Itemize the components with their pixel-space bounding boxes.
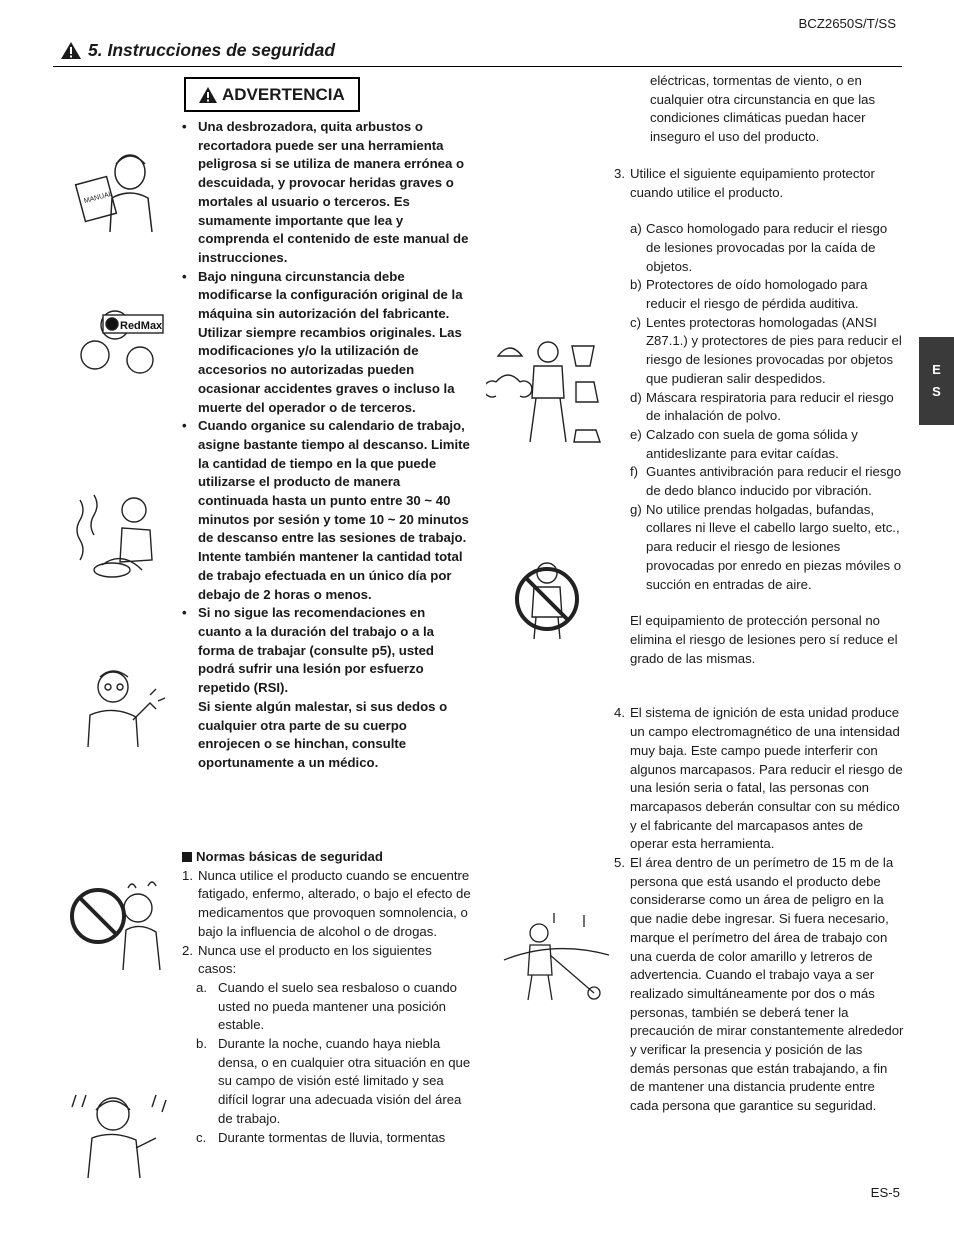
no-loose-clothing-illustration [512,555,584,643]
no-drugs-alcohol-illustration [68,878,173,973]
warning-item-extra: Si siente algún malestar, si sus dedos o cualquier otra parte de su cuerpo enrojecen o se hinchan, consulte oportunamente a un médico. [198,698,448,770]
warning-item: • Una desbrozadora, quita arbustos o recortadora puede ser una herramienta peligrosa si se utiliza de manera errónea o descuidada, y provocar heridas graves o mortales al usuario o terceros. Es sumamente importante que lea y comprenda el contenido de este manual de instrucciones. [182,119,469,265]
basic-safety-rules [182,848,472,1147]
warning-triangle-icon [198,86,218,104]
rule-item-3: 3. Utilice el siguiente equipamiento protector cuando utilice el producto. [614,165,875,200]
rule-subitem: c. Durante tormentas de lluvia, tormentas [196,1129,446,1145]
rsi-hand-pain-illustration [78,665,168,750]
rule-item-5: 5. El área dentro de un perímetro de 15 m de la persona que está usando el producto debe considerarse como un área de peligro en la que nadie debe ingresar. Si fuera necesario, marque el perímetro del área de trabajo con una cuerda de color amarillo y letreros de advertencia. Cuando el trabajo vaya a ser realizado simultáneamente por dos o más personas, también se deberá tener la precaución de mirar constantemente alrededor y verificar la presencia y posición de las demás personas que están trabajando, a fin de mantener una distancia prudente entre cada persona que garantice su seguridad. [614,855,904,1114]
section-title [60,40,335,61]
warning-label: ADVERTENCIA [222,84,345,104]
warning-list [182,118,472,773]
section-title-text: 5. Instrucciones de seguridad [88,40,336,60]
protective-equipment-illustration [486,338,614,450]
header-divider [53,66,902,67]
rule-subitem: a. Cuando el suelo sea resbaloso o cuando usted no pueda mantener una posición estable. [196,979,458,1033]
ppe-note: El equipamiento de protección personal no elimina el riesgo de lesiones pero sí reduce el grado de las mismas. [630,613,898,666]
ppe-subitem: e) Calzado con suela de goma sólida y antideslizante para evitar caídas. [630,426,858,461]
ppe-subitem: d) Máscara respiratoria para reducir el riesgo de inhalación de polvo. [630,389,894,424]
danger-zone-illustration [494,905,614,1005]
language-tab: E S [919,337,954,425]
redmax-logo: RedMax [120,320,163,332]
warning-item: • Bajo ninguna circunstancia debe modificarse la configuración original de la máquina sin autorización del fabricante. Utilizar siempre recambios originales. Las modificaciones y/o la utilización de accesorios no autorizadas pueden ocasionar accidentes graves o incluso la muerte del operador o de terceros. [182,268,463,415]
rule-subitem: b. Durante la noche, cuando haya niebla densa, o en cualquier otra situación en que su campo de visión esté limitado y sea difícil lograr una adecuada visión del área de trabajo. [196,1036,471,1126]
rule-item-4: 4. El sistema de ignición de esta unidad produce un campo electromagnético de una intensidad muy baja. Este campo puede interferir con algunos marcapasos. Para reducir el riesgo de una lesión seria o fatal, las personas con marcapasos deberán consultar con su médico y el fabricante del marcapasos antes de operar esta herramienta. [614,705,903,852]
ppe-subitem: f) Guantes antivibración para reducir el riesgo de dedo blanco inducido por vibración. [630,464,902,499]
ppe-subitem: b) Protectores de oído homologado para reducir el riesgo de pérdida auditiva. [630,277,868,312]
rule-item-1: 1. Nunca utilice el producto cuando se encuentre fatigado, enfermo, alterado, o bajo el efecto de medicamentos que provoquen somnolencia, o bajo la influencia de alcohol o de drogas. [182,867,471,939]
warning-box [184,77,360,112]
warning-item: • Si no sigue las recomendaciones en cuanto a la duración del trabajo o a la forma de trabajar (consulte p5), usted podrá sufrir una lesión por esfuerzo repetido (RSI). [182,605,434,696]
right-column [614,72,904,1116]
warning-item: • Cuando organice su calendario de trabajo, asigne bastante tiempo al descanso. Limite la cantidad de tiempo en la que puede utilizarse el producto de manera continuada hasta un punto entre 30 ~ 40 minutos por sesión y tome 10 ~ 20 minutos de descanso entre las sesiones de trabajo. Intente también mantener la cantidad total de trabajo efectuada en un único día por debajo de 2 horas o menos. [182,418,470,602]
manual-label: MANUAL [83,190,114,206]
ppe-subitem: g) No utilice prendas holgadas, bufandas, collares ni lleve el cabello largo suelto, etc., para reducir el riesgo de lesiones provocadas por enredo en piezas móviles o succión en entradas de aire. [630,501,902,592]
original-parts-illustration [65,305,175,385]
continued-text: eléctricas, tormentas de viento, o en cualquier otra circunstancia en que las condiciones climáticas puedan hacer inseguro el uso del producto. [650,73,876,145]
reading-manual-illustration [70,150,170,235]
basic-heading: Normas básicas de seguridad [182,848,472,867]
rule-item-2: 2. Nunca use el producto en los siguientes casos: [182,942,432,977]
ppe-subitem: c) Lentes protectoras homologadas (ANSI Z87.1.) y protectores de pies para reducir el riesgo de lesiones provocadas por objetos que pudieran salir despedidos. [630,314,902,386]
warning-triangle-icon [60,41,82,60]
page-number: ES-5 [870,1185,900,1200]
model-number: BCZ2650S/T/SS [798,16,896,31]
square-bullet-icon [182,852,192,862]
resting-worker-illustration [72,490,172,580]
bad-weather-illustration [68,1090,173,1180]
ppe-subitem: a) Casco homologado para reducir el riesgo de lesiones provocadas por la caída de objetos. [630,221,888,274]
